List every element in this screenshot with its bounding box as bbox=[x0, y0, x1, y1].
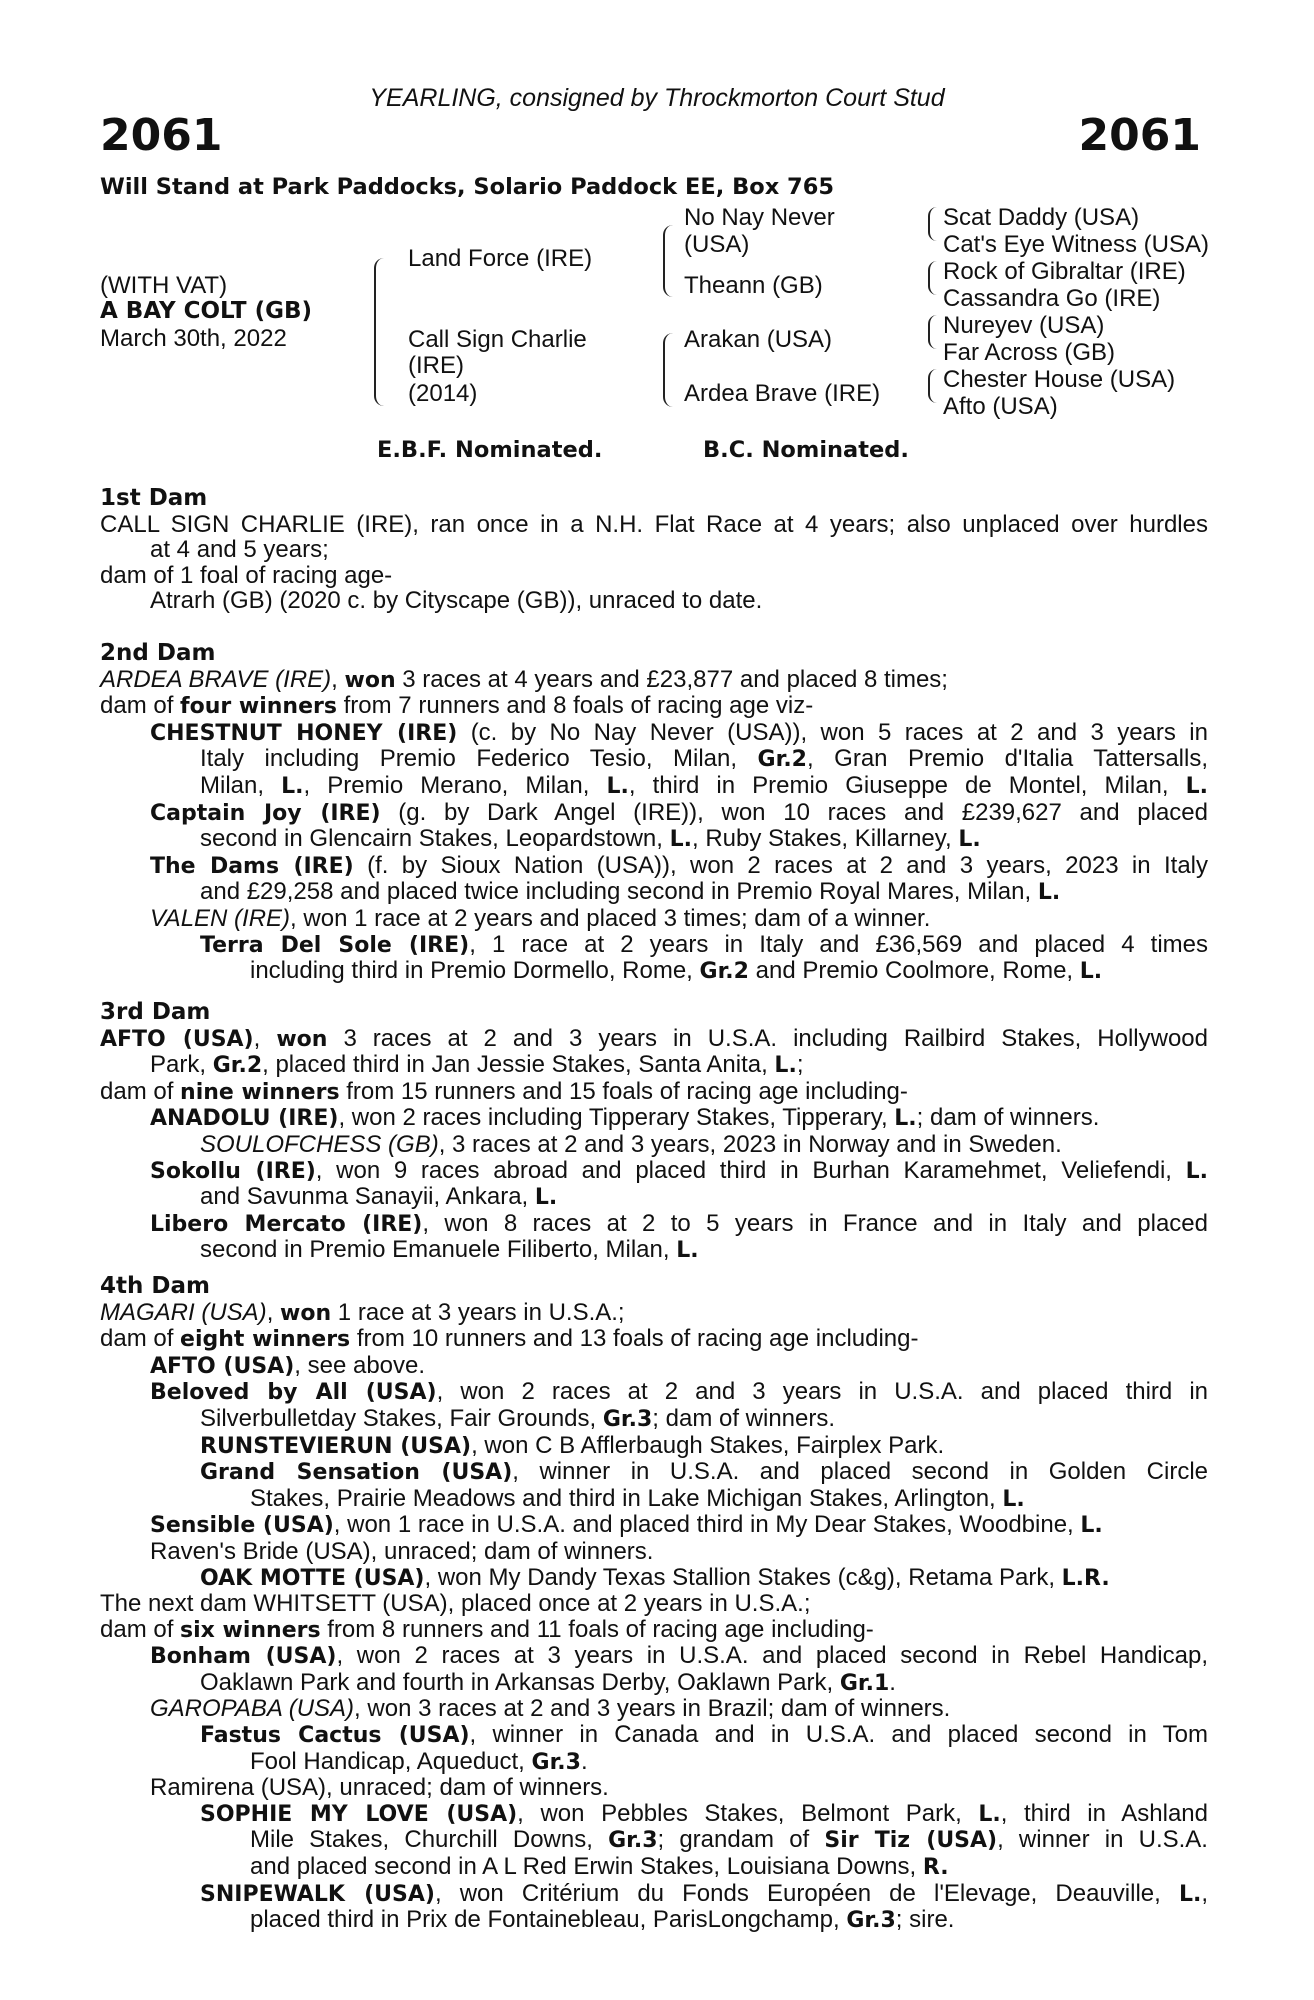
brace-main bbox=[374, 258, 384, 406]
dam-dam: Ardea Brave (IRE) bbox=[684, 380, 881, 407]
section-heading: 2nd Dam bbox=[100, 640, 216, 666]
lot-number-left: 2061 bbox=[100, 110, 223, 161]
produce-line: SNIPEWALK (USA), won Critérium du Fonds Européen de l'Elevage, Deauville, L., bbox=[200, 1879, 1208, 1907]
produce-line: including third in Premio Dormello, Rome, Gr.2 and Premio Coolmore, Rome, L. bbox=[250, 957, 1103, 985]
dam-line: Park, Gr.2, placed third in Jan Jessie Stakes, Santa Anita, L.; bbox=[150, 1051, 804, 1079]
brace-dd bbox=[928, 369, 937, 403]
gp-ddd: Afto (USA) bbox=[943, 393, 1058, 420]
stabling-location: Will Stand at Park Paddocks, Solario Paddock EE, Box 765 bbox=[100, 174, 835, 200]
produce-line: ANADOLU (IRE), won 2 races including Tipperary Stakes, Tipperary, L.; dam of winners. bbox=[150, 1104, 1100, 1132]
gp-ssd: Cat's Eye Witness (USA) bbox=[943, 231, 1209, 258]
dam-line: dam of eight winners from 10 runners and 13 foals of racing age including- bbox=[100, 1325, 919, 1353]
produce-line: and Savunma Sanayii, Ankara, L. bbox=[200, 1183, 558, 1211]
produce-line: Terra Del Sole (IRE), 1 race at 2 years in Italy and £36,569 and placed 4 times bbox=[200, 930, 1208, 958]
produce-line: Libero Mercato (IRE), won 8 races at 2 to 5 years in France and in Italy and placed bbox=[150, 1209, 1208, 1237]
produce-line: and £29,258 and placed twice including second in Premio Royal Mares, Milan, L. bbox=[200, 878, 1061, 906]
produce-line: Milan, L., Premio Merano, Milan, L., third in Premio Giuseppe de Montel, Milan, L. bbox=[200, 771, 1209, 799]
produce-line: Silverbulletday Stakes, Fair Grounds, Gr.3; dam of winners. bbox=[200, 1404, 836, 1432]
dam-line: dam of six winners from 8 runners and 11 foals of racing age including- bbox=[100, 1615, 874, 1643]
fourth-dam-section bbox=[100, 1274, 1208, 1591]
dam-line: The next dam WHITSETT (USA), placed once at 2 years in U.S.A.; bbox=[100, 1590, 811, 1617]
produce-line: Ramirena (USA), unraced; dam of winners. bbox=[150, 1774, 609, 1802]
foaling-date: March 30th, 2022 bbox=[100, 325, 287, 352]
produce-line: OAK MOTTE (USA), won My Dandy Texas Stallion Stakes (c&g), Retama Park, L.R. bbox=[200, 1563, 1110, 1591]
sire-sire-country: (USA) bbox=[684, 231, 750, 258]
produce-line: Mile Stakes, Churchill Downs, Gr.3; grandam of Sir Tiz (USA), winner in U.S.A. bbox=[250, 1826, 1208, 1854]
sire-name: Land Force (IRE) bbox=[408, 245, 593, 272]
vat-note: (WITH VAT) bbox=[100, 272, 228, 299]
produce-line: Fastus Cactus (USA), winner in Canada and in U.S.A. and placed second in Tom bbox=[200, 1720, 1209, 1748]
gp-sds: Rock of Gibraltar (IRE) bbox=[943, 258, 1186, 285]
ebf-nomination: E.B.F. Nominated. bbox=[377, 437, 603, 463]
brace-sd bbox=[928, 261, 937, 295]
produce-line: placed third in Prix de Fontainebleau, ParisLongchamp, Gr.3; sire. bbox=[250, 1906, 955, 1934]
gp-dds: Chester House (USA) bbox=[943, 366, 1176, 393]
produce-line: Atrarh (GB) (2020 c. by Cityscape (GB)), unraced to date. bbox=[150, 587, 763, 615]
produce-line: second in Glencairn Stakes, Leopardstown, L., Ruby Stakes, Killarney, L. bbox=[200, 825, 981, 853]
section-heading: 4th Dam bbox=[100, 1273, 210, 1299]
dam-line: dam of 1 foal of racing age- bbox=[100, 561, 393, 589]
produce-line: Stakes, Prairie Meadows and third in Lake Michigan Stakes, Arlington, L. bbox=[250, 1484, 1025, 1512]
dam-sire: Arakan (USA) bbox=[684, 326, 833, 353]
produce-line: CHESTNUT HONEY (IRE) (c. by No Nay Never (USA)), won 5 races at 2 and 3 years in bbox=[150, 718, 1208, 746]
gp-dss: Nureyev (USA) bbox=[943, 312, 1105, 339]
brace-dam bbox=[663, 333, 673, 407]
produce-line: VALEN (IRE), won 1 race at 2 years and placed 3 times; dam of a winner. bbox=[150, 904, 931, 932]
bc-nomination: B.C. Nominated. bbox=[703, 437, 909, 463]
dam-line: dam of four winners from 7 runners and 8 foals of racing age viz- bbox=[100, 692, 814, 720]
dam-line: CALL SIGN CHARLIE (IRE), ran once in a N.H. Flat Race at 4 years; also unplaced over hurdles bbox=[100, 510, 1208, 538]
sire-dam: Theann (GB) bbox=[684, 272, 823, 299]
third-dam-section bbox=[100, 1000, 1208, 1264]
lot-number-right: 2061 bbox=[1078, 110, 1201, 161]
dam-year: (2014) bbox=[408, 380, 478, 407]
dam-name: Call Sign Charlie bbox=[408, 326, 587, 353]
produce-line: The Dams (IRE) (f. by Sioux Nation (USA)), won 2 races at 2 and 3 years, 2023 in Italy bbox=[150, 851, 1208, 879]
produce-line: Grand Sensation (USA), winner in U.S.A. and placed second in Golden Circle bbox=[200, 1458, 1208, 1486]
produce-line: AFTO (USA), see above. bbox=[150, 1351, 426, 1379]
brace-ss bbox=[928, 207, 937, 241]
next-dam-section bbox=[100, 1591, 1208, 1934]
produce-line: Sokollu (IRE), won 9 races abroad and placed third in Burhan Karamehmet, Veliefendi, L. bbox=[150, 1156, 1209, 1184]
dam-country: (IRE) bbox=[408, 352, 464, 379]
produce-line: GAROPABA (USA), won 3 races at 2 and 3 years in Brazil; dam of winners. bbox=[150, 1695, 951, 1723]
produce-line: and placed second in A L Red Erwin Stakes, Louisiana Downs, R. bbox=[250, 1852, 949, 1880]
produce-line: Captain Joy (IRE) (g. by Dark Angel (IRE)), won 10 races and £239,627 and placed bbox=[150, 798, 1209, 826]
second-dam-section bbox=[100, 641, 1208, 985]
produce-line: Raven's Bride (USA), unraced; dam of winners. bbox=[150, 1537, 654, 1565]
produce-line: SOPHIE MY LOVE (USA), won Pebbles Stakes, Belmont Park, L., third in Ashland bbox=[200, 1799, 1209, 1827]
produce-line: Bonham (USA), won 2 races at 3 years in U.S.A. and placed second in Rebel Handicap, bbox=[150, 1642, 1208, 1670]
produce-line: Sensible (USA), won 1 race in U.S.A. and placed third in My Dear Stakes, Woodbine, L. bbox=[150, 1511, 1103, 1539]
section-heading: 1st Dam bbox=[100, 485, 208, 511]
first-dam-section bbox=[100, 486, 1208, 614]
dam-line: AFTO (USA), won 3 races at 2 and 3 years in U.S.A. including Railbird Stakes, Hollywood bbox=[100, 1024, 1208, 1052]
produce-line: SOULOFCHESS (GB), 3 races at 2 and 3 years, 2023 in Norway and in Sweden. bbox=[200, 1130, 1062, 1158]
section-heading: 3rd Dam bbox=[100, 999, 211, 1025]
produce-line: RUNSTEVIERUN (USA), won C B Afflerbaugh Stakes, Fairplex Park. bbox=[200, 1431, 945, 1459]
gp-dsd: Far Across (GB) bbox=[943, 339, 1116, 366]
sire-sire: No Nay Never bbox=[684, 204, 835, 231]
dam-line: ARDEA BRAVE (IRE), won 3 races at 4 years and £23,877 and placed 8 times; bbox=[100, 665, 948, 693]
gp-sss: Scat Daddy (USA) bbox=[943, 204, 1140, 231]
gp-sdd: Cassandra Go (IRE) bbox=[943, 285, 1161, 312]
horse-name: A BAY COLT (GB) bbox=[100, 298, 313, 324]
produce-line: Oaklawn Park and fourth in Arkansas Derby, Oaklawn Park, Gr.1. bbox=[200, 1668, 896, 1696]
consignment-line: YEARLING, consigned by Throckmorton Court Stud bbox=[369, 84, 945, 112]
brace-sire bbox=[663, 225, 673, 297]
produce-line: Italy including Premio Federico Tesio, Milan, Gr.2, Gran Premio d'Italia Tattersalls, bbox=[200, 745, 1208, 773]
produce-line: Beloved by All (USA), won 2 races at 2 and 3 years in U.S.A. and placed third in bbox=[150, 1378, 1209, 1406]
dam-line: MAGARI (USA), won 1 race at 3 years in U.S.A.; bbox=[100, 1298, 625, 1326]
dam-line: dam of nine winners from 15 runners and 15 foals of racing age including- bbox=[100, 1077, 908, 1105]
produce-line: Fool Handicap, Aqueduct, Gr.3. bbox=[250, 1747, 588, 1775]
dam-line: at 4 and 5 years; bbox=[150, 536, 329, 564]
produce-line: second in Premio Emanuele Filiberto, Milan, L. bbox=[200, 1236, 699, 1264]
brace-ds bbox=[928, 315, 937, 349]
